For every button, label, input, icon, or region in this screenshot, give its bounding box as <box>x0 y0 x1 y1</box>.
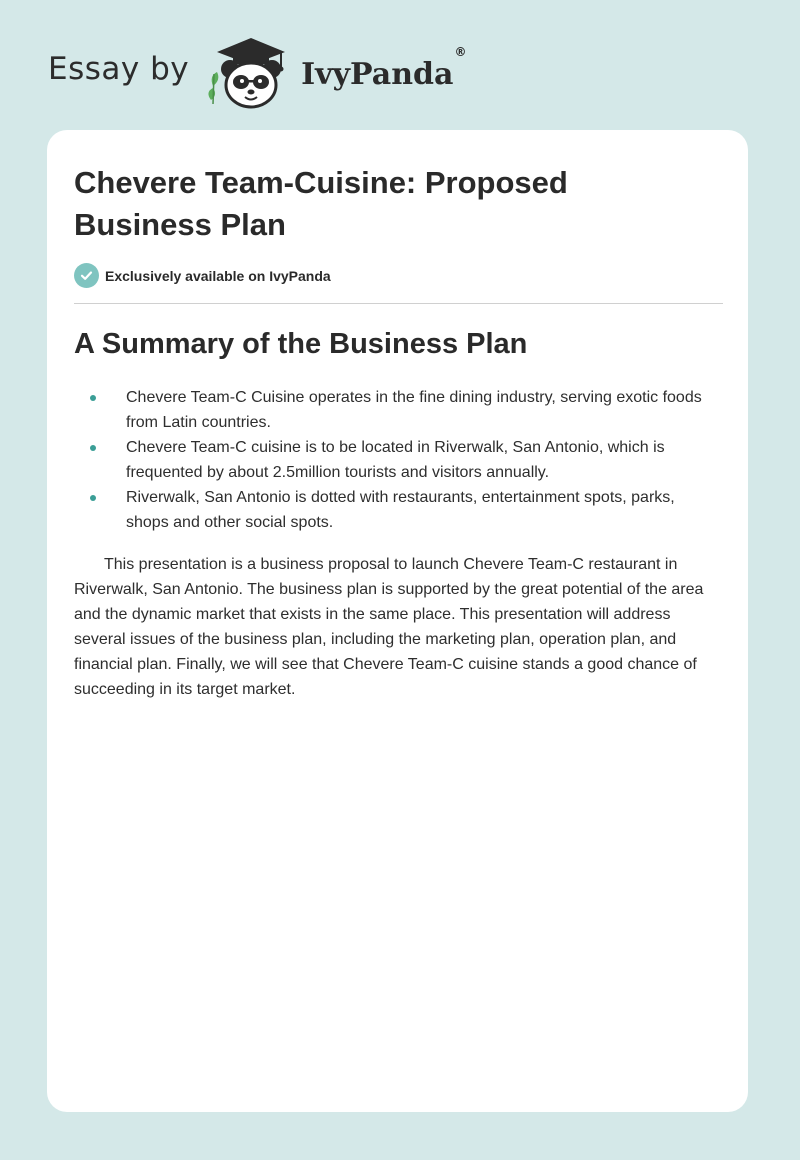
list-item-text: Riverwalk, San Antonio is dotted with restaurants, entertainment spots, parks, shops and other social spots. <box>126 489 675 531</box>
list-item-text: Chevere Team-C Cuisine operates in the fine dining industry, serving exotic foods from Latin countries. <box>126 389 702 431</box>
summary-list <box>74 385 714 535</box>
divider <box>74 303 723 304</box>
section-heading: A Summary of the Business Plan <box>74 328 528 360</box>
list-item <box>74 435 714 485</box>
list-item-text: Chevere Team-C cuisine is to be located in Riverwalk, San Antonio, which is frequented by about 2.5million tourists and visitors annually. <box>126 439 665 481</box>
list-item <box>74 485 714 535</box>
panda-graduate-logo[interactable] <box>203 34 299 110</box>
check-icon <box>74 263 99 288</box>
exclusive-label: Exclusively available on IvyPanda <box>105 267 331 284</box>
essay-by-label: Essay by <box>48 51 190 87</box>
brand-name: IvyPanda® <box>301 44 467 92</box>
exclusive-badge <box>74 263 331 288</box>
bullet-icon <box>90 445 96 451</box>
body-paragraph: This presentation is a business proposal to launch Chevere Team-C restaurant in Riverwalk, San Antonio. The business plan is supported by the great potential of the area and the dynamic market that exists in the same place. This presentation will address several issues of the business plan, including the marketing plan, operation plan, and financial plan. Finally, we will see that Chevere Team-C cuisine stands a good chance of succeeding in its target market. <box>74 556 704 698</box>
list-item <box>74 385 714 435</box>
bullet-icon <box>90 395 96 401</box>
site-header <box>48 34 466 110</box>
essay-title: Chevere Team-Cuisine: Proposed Business Plan <box>74 165 568 242</box>
essay-card <box>47 130 748 1112</box>
bullet-icon <box>90 495 96 501</box>
registered-mark: ® <box>454 44 467 59</box>
